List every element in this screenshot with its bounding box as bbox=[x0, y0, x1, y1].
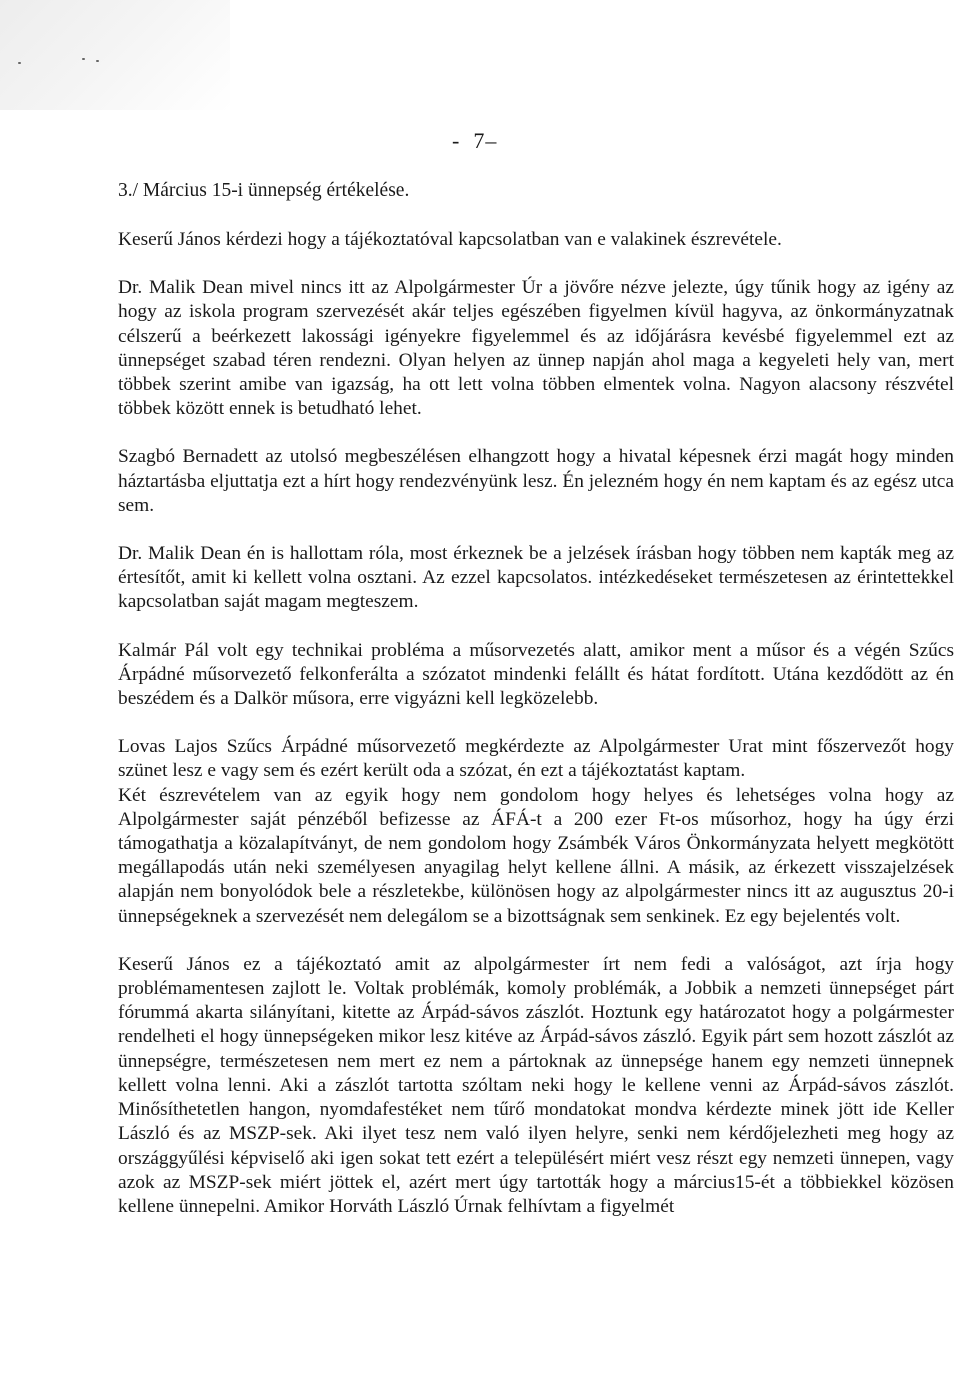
document-body bbox=[118, 178, 954, 1219]
paragraph-2: Dr. Malik Dean mivel nincs itt az Alpolgármester Úr a jövőre nézve jelezte, úgy tűnik hogy az igény az hogy az iskola program szervezését akár teljes egészében figyelmen kívül hagyva, az önkormányzatnak célszerű a beérkezett lakossági igényekre figyelemmel és az időjárásra kevésbé figyelemmel ezt az ünnepséget szabad téren rendezni. Olyan helyen az ünnep napján ahol maga a kegyeleti hely van, mert többek szerint amibe van igazság, ha ott lett volna többen elmentek volna. Nagyon alacsony részvétel többek között ennek is betudható lehet. bbox=[118, 277, 954, 420]
paragraph-4: Dr. Malik Dean én is hallottam róla, most érkeznek be a jelzések írásban hogy többen nem kapták meg az értesítőt, amit ki kellett volna osztani. Az ezzel kapcsolatos. intézkedéseket természetesen az érintettekkel kapcsolatban saját magam megteszem. bbox=[118, 543, 954, 613]
page-number: - 7– bbox=[452, 128, 498, 153]
scan-shading bbox=[0, 0, 230, 110]
paragraph-3: Szagbó Bernadett az utolsó megbeszélésen elhangzott hogy a hivatal képesnek érzi magát hogy minden háztartásba eljuttatja ezt a hírt hogy rendezvényünk lesz. Én jelezném hogy én nem kaptam és az egész utca sem. bbox=[118, 446, 954, 516]
paragraph-6: Lovas Lajos Szűcs Árpádné műsorvezető megkérdezte az Alpolgármester Urat mint főszervezőt hogy szünet lesz e vagy sem és ezért került oda a szózat, én ezt a tájékoztatást kaptam. bbox=[118, 736, 954, 782]
scan-speck bbox=[96, 60, 99, 62]
scan-speck bbox=[82, 58, 85, 60]
paragraph-8: Keserű János ez a tájékoztató amit az alpolgármester írt nem fedi a valóságot, azt írja hogy problémamentesen zajlott le. Voltak problémák, komoly problémák, a Jobbik a nemzeti ünnepséget párt fórummá akarta silányítani, kitette az Árpád-sávos zászlót. Hoztunk egy határozatot hogy a polgármester rendelheti el hogy ünnepségeken mikor lesz kitéve az Árpád-sávos zászló. Egyik párt sem hozott zászlót az ünnepségre, természetesen nem mert ez nem a pártoknak az ünnepsége hanem egy nemzeti ünnepnek kellett volna lenni. Aki a zászlót tartotta szóltam neki hogy le kellene venni az Árpád-sávos zászlót. Minősíthetetlen hangon, nyomdafestéket nem tűrő mondatokat mondva kérdezte minek jött ide Keller László és az MSZP-sek. Aki ilyet tesz nem való ilyen helyre, senki nem kérdőjelezheti meg hogy az országgyűlési képviselő aki igen sokat tett ezért a településért miért vesz részt egy nemzeti ünnepen, vagy azok az MSZP-sek miért jöttek el, azért mert úgy tartották hogy a március15-ét a többiekkel közösen kellene ünnepelni. Amikor Horváth László Úrnak felhívtam a figyelmét bbox=[118, 953, 954, 1217]
paragraph-7: Két észrevételem van az egyik hogy nem gondolom hogy helyes és lehetséges volna hogy az Alpolgármester saját pénzéből befizesse az ÁFÁ-t a 200 ezer Ft-os műsorhoz, hogy ha úgy érzi támogathatja a közalapítványt, de nem gondolom hogy Zsámbék Város Önkormányzata helyett megkötött megállapodás után neki személyesen anyagilag helyt kellene állni. A másik, az érkezett visszajelzések alapján nem bonyolódok bele a részletekbe, különösen hogy az alpolgármester nincs itt az augusztus 20-i ünnepségeknek a szervezését nem delegálom se a bizottságnak sem senkinek. Ez egy bejelentés volt. bbox=[118, 784, 954, 927]
section-heading: 3./ Március 15-i ünnepség értékelése. bbox=[118, 180, 410, 201]
paragraph-5: Kalmár Pál volt egy technikai probléma a műsorvezetés alatt, amikor ment a műsor és a végén Szűcs Árpádné műsorvezető felkonferálta a szózatot mindenki felállt és hátat fordított. Utána kezdődött az én beszédem és a Dalkör műsora, erre vigyázni kell legközelebb. bbox=[118, 639, 954, 710]
paragraph-1: Keserű János kérdezi hogy a tájékoztatóval kapcsolatban van e valakinek észrevétele. bbox=[118, 229, 782, 250]
scan-speck bbox=[18, 62, 21, 64]
